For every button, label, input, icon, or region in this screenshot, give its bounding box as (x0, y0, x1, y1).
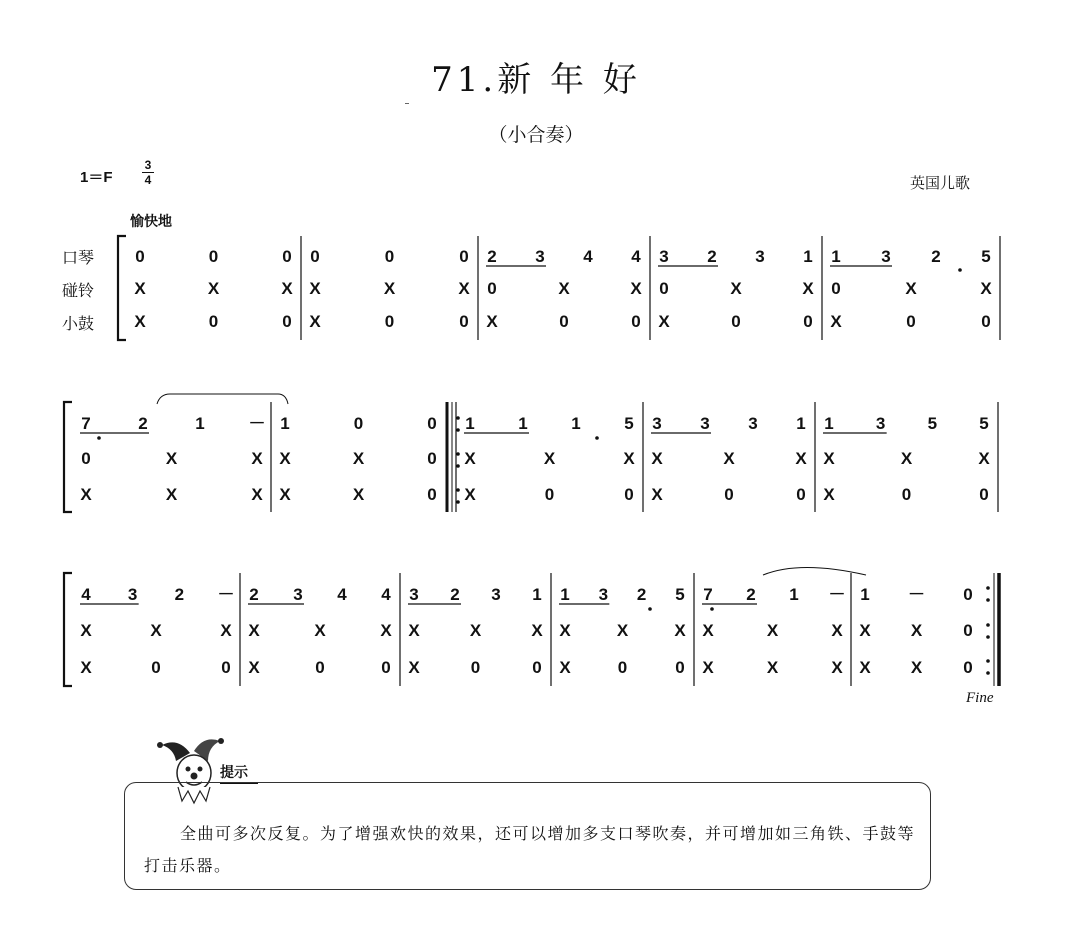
drum-beat: X (486, 312, 498, 331)
bell-beat: X (980, 279, 992, 298)
note: 1 (532, 585, 542, 604)
note: 4 (583, 247, 593, 266)
drum-beat: X (464, 485, 476, 504)
drum-beat: 0 (631, 312, 641, 331)
bell-beat: X (651, 449, 663, 468)
bell-beat: X (380, 621, 392, 640)
drum-beat: 0 (906, 312, 916, 331)
note: 1 (831, 247, 841, 266)
tempo-marking: 愉快地 (130, 214, 172, 230)
note: 1 (280, 414, 290, 433)
repeat-dot (986, 635, 990, 639)
time-signature-top: 3 (144, 158, 152, 172)
octave-dot (595, 436, 599, 440)
note: － (217, 585, 235, 604)
note: 1 (465, 414, 475, 433)
note: 2 (746, 585, 756, 604)
drum-beat: 0 (532, 658, 542, 677)
note: 2 (636, 585, 647, 604)
note: 3 (293, 585, 303, 604)
bell-beat: X (352, 449, 365, 468)
piece-subtitle: （小合奏） (488, 124, 584, 146)
drum-beat: X (859, 658, 871, 677)
repeat-dot (456, 452, 460, 456)
bell-beat: X (702, 621, 714, 640)
note: 1 (195, 414, 205, 433)
key-signature: 1＝F (80, 169, 113, 186)
bell-beat: X (309, 279, 321, 298)
drum-beat: 0 (981, 312, 991, 331)
note: 2 (174, 585, 185, 604)
note: 4 (631, 247, 641, 266)
note: 4 (337, 585, 347, 604)
bell-beat: X (408, 621, 420, 640)
repeat-dot (986, 598, 990, 602)
bell-beat: X (723, 449, 735, 468)
bell-beat: X (251, 449, 263, 468)
drum-beat: X (165, 485, 178, 504)
bell-beat: X (469, 621, 482, 640)
repeat-dot (986, 623, 990, 627)
note: 0 (353, 414, 364, 433)
drum-beat: X (352, 485, 365, 504)
bell-beat: X (900, 449, 913, 468)
bell-beat: X (559, 621, 571, 640)
drum-beat: 0 (381, 658, 391, 677)
bell-beat: X (823, 449, 835, 468)
note: 5 (927, 414, 938, 433)
drum-beat: 0 (901, 485, 912, 504)
bell-beat: X (281, 279, 293, 298)
system-bracket (64, 402, 72, 512)
bell-beat: X (831, 621, 843, 640)
drum-beat: 0 (221, 658, 231, 677)
octave-dot (97, 436, 101, 440)
repeat-dot (986, 659, 990, 663)
bell-beat: X (80, 621, 92, 640)
note: 2 (249, 585, 259, 604)
system-bracket (118, 236, 126, 340)
note: 2 (138, 414, 148, 433)
note: 3 (875, 414, 886, 433)
note: 0 (427, 414, 437, 433)
note: 3 (598, 585, 609, 604)
bell-beat: X (558, 279, 570, 298)
tip-text: 全曲可多次反复。为了增强欢快的效果，还可以增加多支口琴吹奏，并可增加如三角铁、手鼓等打击乐器。 (144, 824, 916, 875)
note: 3 (881, 247, 891, 266)
octave-dot (648, 607, 652, 611)
octave-dot (710, 607, 714, 611)
note: 1 (796, 414, 806, 433)
bell-beat: 0 (659, 279, 669, 298)
drum-beat: X (658, 312, 670, 331)
drum-beat: X (831, 658, 843, 677)
drum-beat: X (910, 658, 923, 677)
drum-beat: 0 (724, 485, 734, 504)
bell-beat: X (207, 279, 220, 298)
drum-beat: X (559, 658, 571, 677)
repeat-dot (456, 464, 460, 468)
bell-beat: X (730, 279, 742, 298)
repeat-dot (986, 586, 990, 590)
bell-beat: X (383, 279, 396, 298)
drum-beat: X (134, 312, 146, 331)
system-bracket (64, 573, 72, 686)
bell-beat: X (795, 449, 807, 468)
repeat-dot (986, 671, 990, 675)
instrument-label-drum: 小鼓 (62, 314, 95, 333)
note: 0 (310, 247, 320, 266)
bell-beat: X (859, 621, 871, 640)
note: 5 (979, 414, 989, 433)
bell-beat: X (616, 621, 629, 640)
drum-beat: X (248, 658, 260, 677)
drum-beat: 0 (731, 312, 741, 331)
note: 1 (518, 414, 528, 433)
repeat-dot (456, 416, 460, 420)
bell-beat: X (630, 279, 642, 298)
note: 1 (571, 414, 581, 433)
drum-beat: 0 (384, 312, 395, 331)
note: 5 (675, 585, 685, 604)
drum-beat: X (823, 485, 835, 504)
repeat-dot (456, 428, 460, 432)
drum-beat: X (80, 658, 92, 677)
note: 2 (487, 247, 497, 266)
tie (157, 394, 288, 404)
drum-beat: 0 (624, 485, 634, 504)
note: 0 (135, 247, 145, 266)
drum-beat: 0 (208, 312, 219, 331)
bell-beat: X (766, 621, 779, 640)
note: 0 (282, 247, 292, 266)
drum-beat: 0 (979, 485, 989, 504)
bell-beat: X (220, 621, 232, 640)
drum-beat: 0 (559, 312, 569, 331)
note: 3 (652, 414, 662, 433)
bell-beat: X (248, 621, 260, 640)
note: 3 (659, 247, 669, 266)
bell-beat: 0 (963, 621, 973, 640)
instrument-label-harmonica: 口琴 (62, 248, 95, 267)
repeat-dot (456, 488, 460, 492)
drum-beat: 0 (675, 658, 685, 677)
note: 7 (703, 585, 713, 604)
octave-dot (958, 268, 962, 272)
note: 3 (127, 585, 138, 604)
note: 3 (755, 247, 765, 266)
bell-beat: X (134, 279, 146, 298)
drum-beat: 0 (803, 312, 813, 331)
bell-beat: X (905, 279, 917, 298)
drum-beat: X (766, 658, 779, 677)
note: 1 (824, 414, 834, 433)
note: 2 (450, 585, 460, 604)
drum-beat: 0 (617, 658, 628, 677)
drum-beat: 0 (315, 658, 325, 677)
note: 5 (981, 247, 991, 266)
note: 5 (624, 414, 634, 433)
note: 0 (384, 247, 395, 266)
note: 3 (535, 247, 545, 266)
bell-beat: X (802, 279, 814, 298)
note: 0 (459, 247, 469, 266)
bell-beat: X (674, 621, 686, 640)
note: － (828, 585, 846, 604)
bell-beat: X (165, 449, 178, 468)
note: 1 (803, 247, 813, 266)
bell-beat: 0 (831, 279, 841, 298)
note: 3 (748, 414, 758, 433)
note: － (908, 585, 925, 604)
drum-beat: 0 (963, 658, 973, 677)
drum-beat: X (702, 658, 714, 677)
drum-beat: X (830, 312, 842, 331)
bell-beat: X (279, 449, 291, 468)
note: 1 (860, 585, 870, 604)
note: 4 (81, 585, 91, 604)
bell-beat: X (543, 449, 556, 468)
drum-beat: X (309, 312, 321, 331)
note: 1 (560, 585, 570, 604)
drum-beat: 0 (282, 312, 292, 331)
bell-beat: X (910, 621, 923, 640)
time-signature-bottom: 4 (144, 173, 152, 187)
note: 2 (931, 247, 941, 266)
drum-beat: 0 (151, 658, 161, 677)
bell-beat: X (531, 621, 543, 640)
bell-beat: 0 (487, 279, 497, 298)
note: 0 (208, 247, 219, 266)
drum-beat: X (279, 485, 291, 504)
note: － (248, 414, 266, 433)
bell-beat: X (314, 621, 326, 640)
instrument-label-bells: 碰铃 (62, 281, 95, 300)
drum-beat: X (651, 485, 663, 504)
bell-beat: X (623, 449, 635, 468)
drum-beat: 0 (544, 485, 555, 504)
drum-beat: X (408, 658, 420, 677)
drum-beat: 0 (427, 485, 437, 504)
drum-beat: 0 (470, 658, 481, 677)
piece-title: 71.新 年 好 (431, 60, 641, 100)
bell-beat: X (464, 449, 476, 468)
drum-beat: 0 (796, 485, 806, 504)
drum-beat: X (251, 485, 263, 504)
note: 0 (963, 585, 973, 604)
bell-beat: X (150, 621, 162, 640)
note: 3 (700, 414, 710, 433)
bell-beat: 0 (81, 449, 91, 468)
tip-label: 提示 (220, 762, 258, 784)
note: 1 (789, 585, 799, 604)
bell-beat: 0 (427, 449, 437, 468)
note: 7 (81, 414, 91, 433)
note: 3 (409, 585, 419, 604)
repeat-dot (456, 500, 460, 504)
note: 2 (707, 247, 717, 266)
fine-marking: Fine (966, 690, 994, 706)
bell-beat: X (978, 449, 990, 468)
drum-beat: 0 (459, 312, 469, 331)
note: 4 (381, 585, 391, 604)
composer: 英国儿歌 (910, 174, 971, 192)
bell-beat: X (458, 279, 470, 298)
note: 3 (491, 585, 501, 604)
drum-beat: X (80, 485, 92, 504)
